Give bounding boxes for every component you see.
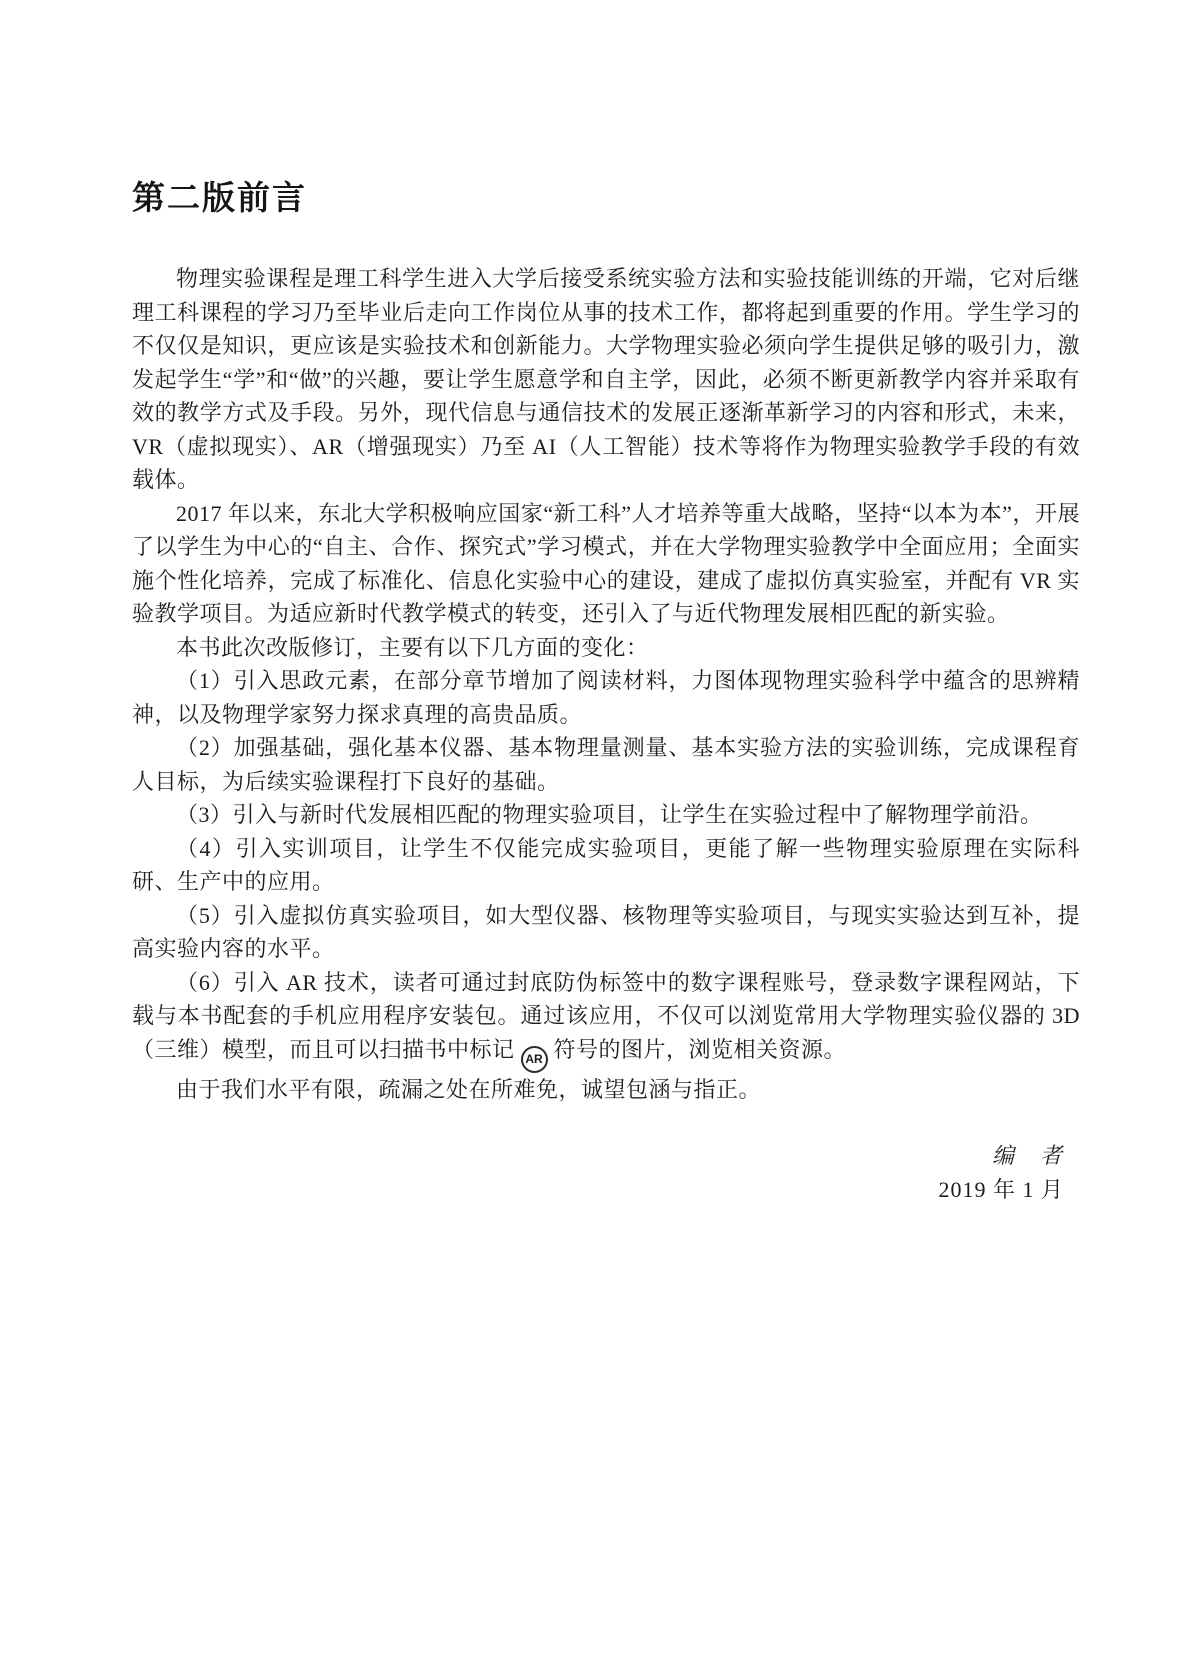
preface-body bbox=[132, 262, 1080, 1207]
ar-paragraph-text-before: （6）引入 AR 技术，读者可通过封底防伪标签中的数字课程账号，登录数字课程网站，下载与本书配套的手机应用程序安装包。通过该应用，不仅可以浏览常用大学物理实验仪器的 3D（三维）模型，而且可以扫描书中标记 bbox=[132, 969, 1080, 1062]
ar-badge-label: AR bbox=[525, 1051, 543, 1066]
closing-paragraph: 由于我们水平有限，疏漏之处在所难免，诚望包涵与指正。 bbox=[176, 1076, 762, 1102]
paragraph-item-2: （2）加强基础，强化基本仪器、基本物理量测量、基本实验方法的实验训练，完成课程育人目标，为后续实验课程打下良好的基础。 bbox=[132, 735, 1080, 794]
paragraph-item-6-ar bbox=[132, 966, 1080, 1073]
page-title: 第二版前言 bbox=[132, 181, 307, 217]
paragraph-item-5: （5）引入虚拟仿真实验项目，如大型仪器、核物理等实验项目，与现实实验达到互补，提高实验内容的水平。 bbox=[132, 902, 1080, 961]
paragraph-2017: 2017 年以来，东北大学积极响应国家“新工科”人才培养等重大战略，坚持“以本为本”，开展了以学生为中心的“自主、合作、探究式”学习模式，并在大学物理实验教学中全面应用；全面实施个性化培养，完成了标准化、信息化实验中心的建设，建成了虚拟仿真实验室，并配有 VR 实验教学项目。为适应新时代教学模式的转变，还引入了与近代物理发展相匹配的新实验。 bbox=[132, 500, 1080, 626]
paragraph-item-3: （3）引入与新时代发展相匹配的物理实验项目，让学生在实验过程中了解物理学前沿。 bbox=[176, 802, 1043, 827]
signature-block bbox=[132, 1139, 1080, 1207]
signature-author: 编 者 bbox=[991, 1143, 1064, 1169]
paragraph-item-1: （1）引入思政元素，在部分章节增加了阅读材料，力图体现物理实验科学中蕴含的思辨精神，以及物理学家努力探求真理的高贵品质。 bbox=[132, 668, 1080, 727]
paragraph-changes-lead: 本书此次改版修订，主要有以下几方面的变化： bbox=[176, 634, 649, 660]
ar-circle-icon bbox=[521, 1046, 548, 1073]
ar-paragraph-text-after: 符号的图片，浏览相关资源。 bbox=[547, 1036, 847, 1062]
signature-date: 2019 年 1 月 bbox=[938, 1177, 1064, 1203]
paragraph-item-4: （4）引入实训项目，让学生不仅能完成实验项目，更能了解一些物理实验原理在实际科研、生产中的应用。 bbox=[132, 835, 1080, 894]
paragraph-intro: 物理实验课程是理工科学生进入大学后接受系统实验方法和实验技能训练的开端，它对后继理工科课程的学习乃至毕业后走向工作岗位从事的技术工作，都将起到重要的作用。学生学习的不仅仅是知识，更应该是实验技术和创新能力。大学物理实验必须向学生提供足够的吸引力，激发起学生“学”和“做”的兴趣，要让学生愿意学和自主学，因此，必须不断更新教学内容并采取有效的教学方式及手段。另外，现代信息与通信技术的发展正逐渐革新学习的内容和形式，未来，VR（虚拟现实）、AR（增强现实）乃至 AI（人工智能）技术等将作为物理实验教学手段的有效载体。 bbox=[132, 266, 1080, 492]
